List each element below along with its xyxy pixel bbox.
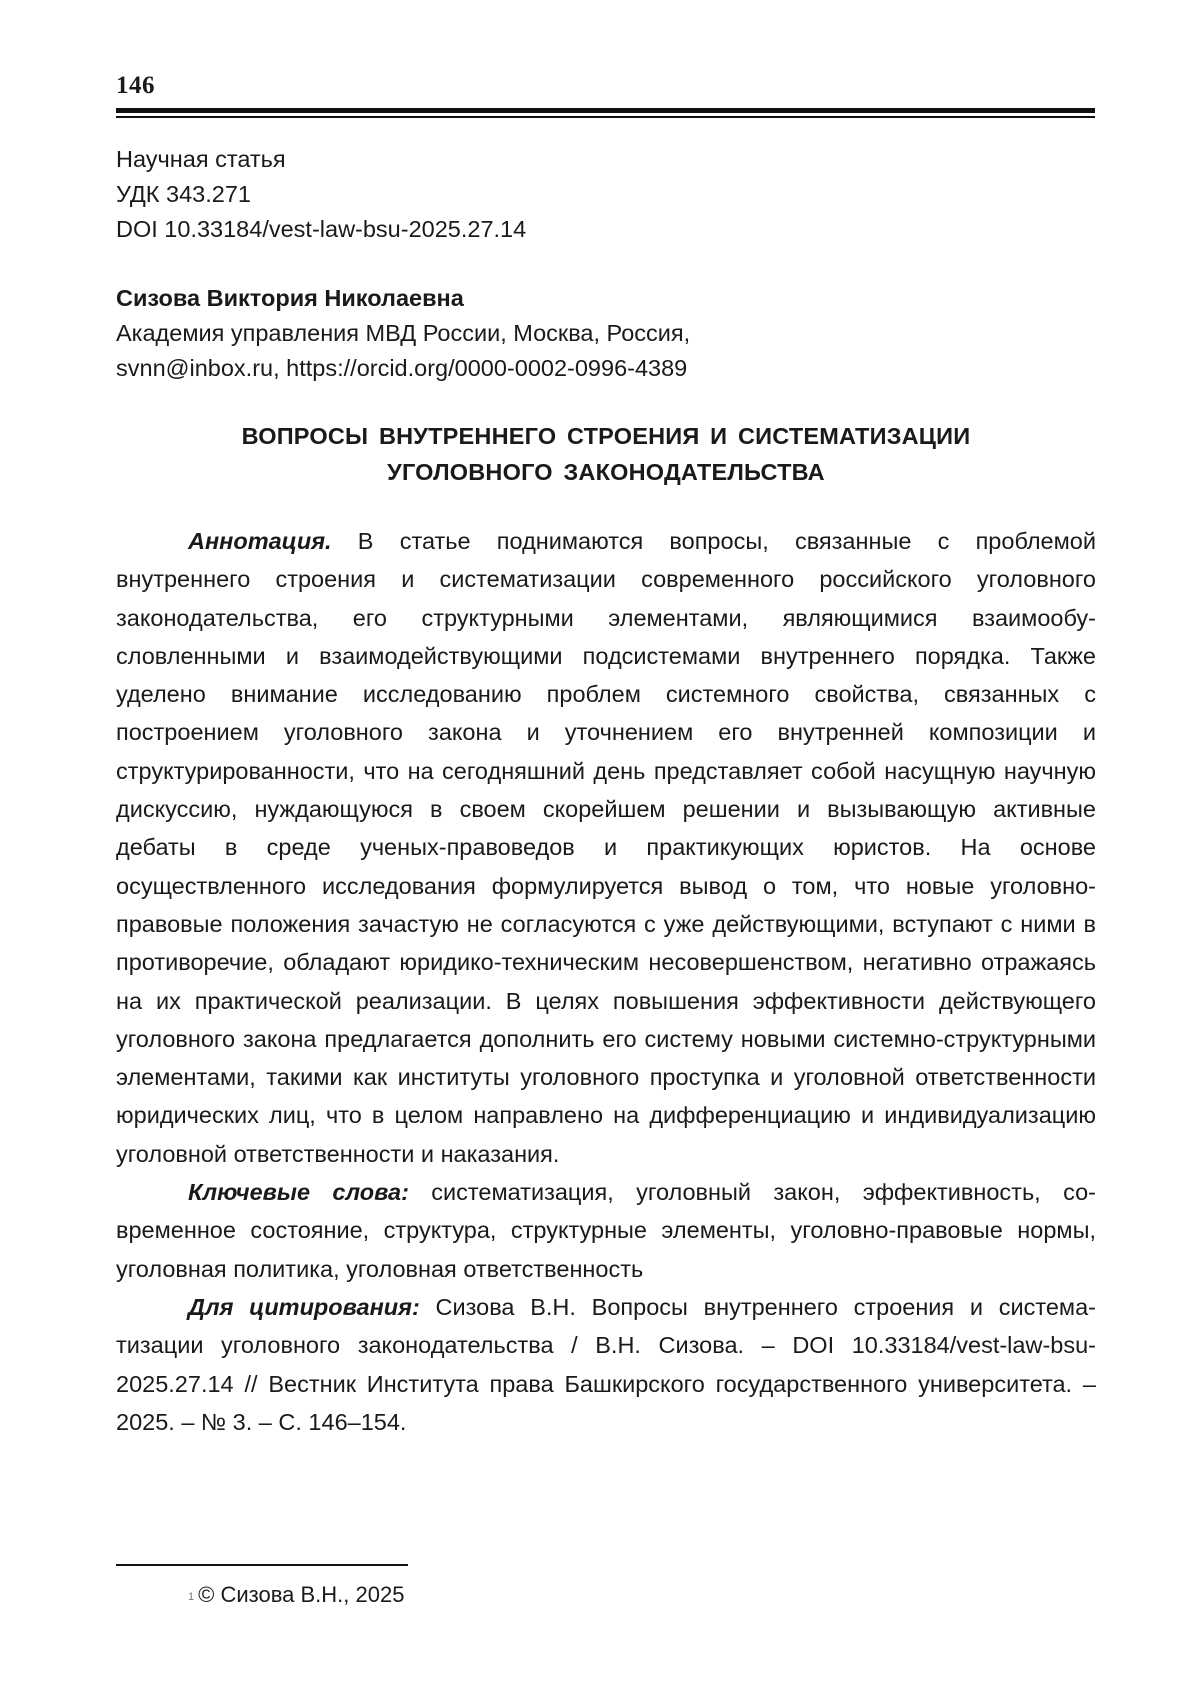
article-meta xyxy=(116,142,1096,247)
abstract-text: В статье поднимаются вопросы, связанные с проблемой внутреннего строения и систематизации современного российского уголовного законодательства, его структурными элементами, являющимися взаимообусловленными и взаимодействующими подсистемами внутреннего порядка. Также уделено внимание исследованию проблем системного свойства, связанных с построением уголовного закона и уточнением его внутренней композиции и структурированности, что на сегодняшний день представляет собой насущную научную дискуссию, нуждающуюся в своем скорейшем решении и вызывающую активные дебаты в среде ученых-правоведов и практикующих юристов. На основе осуществленного исследования формулируется вывод о том, что новые уголовно-правовые положения зачастую не согласуются с уже действующими, вступают с ними в противоречие, обладают юридико-техническим несовершенством, негативно отражаясь на их практической реализации. В целях повышения эффективности действующего уголовного закона предлагается дополнить его систему новыми системно-структурными элементами, такими как институты уголовного проступка и уголовной ответственности юридических лиц, что в целом направлено на дифференциацию и индивидуализацию уголовной ответственности и наказания. xyxy=(116,528,1096,1167)
citation-paragraph xyxy=(116,1288,1096,1441)
keywords-paragraph xyxy=(116,1173,1096,1288)
abstract-paragraph xyxy=(116,522,1096,1173)
article-type: Научная статья xyxy=(116,146,286,172)
footnote xyxy=(188,1580,404,1610)
article-title xyxy=(116,418,1096,490)
footnote-marker: 1 xyxy=(188,1591,195,1603)
doi: DOI 10.33184/vest-law-bsu-2025.27.14 xyxy=(116,216,527,242)
author-affiliation: Академия управления МВД России, Москва, Россия, xyxy=(116,320,691,346)
header-rule-thick xyxy=(116,108,1095,113)
footnote-text: © Сизова В.Н., 2025 xyxy=(198,1582,405,1607)
keywords-label: Ключевые слова: xyxy=(188,1179,409,1206)
author-contacts: svnn@inbox.ru, https://orcid.org/0000-0002-0996-4389 xyxy=(116,355,688,381)
author-block xyxy=(116,281,1096,386)
footnote-rule xyxy=(116,1564,408,1566)
citation-text: Сизова В.Н. Вопросы внутреннего строения и систематизации уголовного законодательства / В.Н. Сизова. – DOI 10.33184/vest-law-bsu-2025.27.14 // Вестник Института права Башкирского государственного университета. – 2025. – № 3. – С. 146–154. xyxy=(116,1293,1096,1435)
udc-code: УДК 343.271 xyxy=(116,181,251,207)
header-rule-thin xyxy=(116,116,1095,118)
article-body xyxy=(116,522,1096,1441)
title-line-1: ВОПРОСЫ ВНУТРЕННЕГО СТРОЕНИЯ И СИСТЕМАТИЗАЦИИ xyxy=(241,423,971,449)
keywords-text: систематизация, уголовный закон, эффективность, современное состояние, структура, структурные элементы, уголовно-правовые нормы, уголовная политика, уголовная ответственность xyxy=(116,1179,1096,1282)
abstract-label: Аннотация. xyxy=(188,528,332,554)
author-name: Сизова Виктория Николаевна xyxy=(116,285,464,311)
page-number: 146 xyxy=(116,72,155,99)
title-line-2: УГОЛОВНОГО ЗАКОНОДАТЕЛЬСТВА xyxy=(387,459,825,485)
citation-label: Для цитирования: xyxy=(188,1293,420,1320)
